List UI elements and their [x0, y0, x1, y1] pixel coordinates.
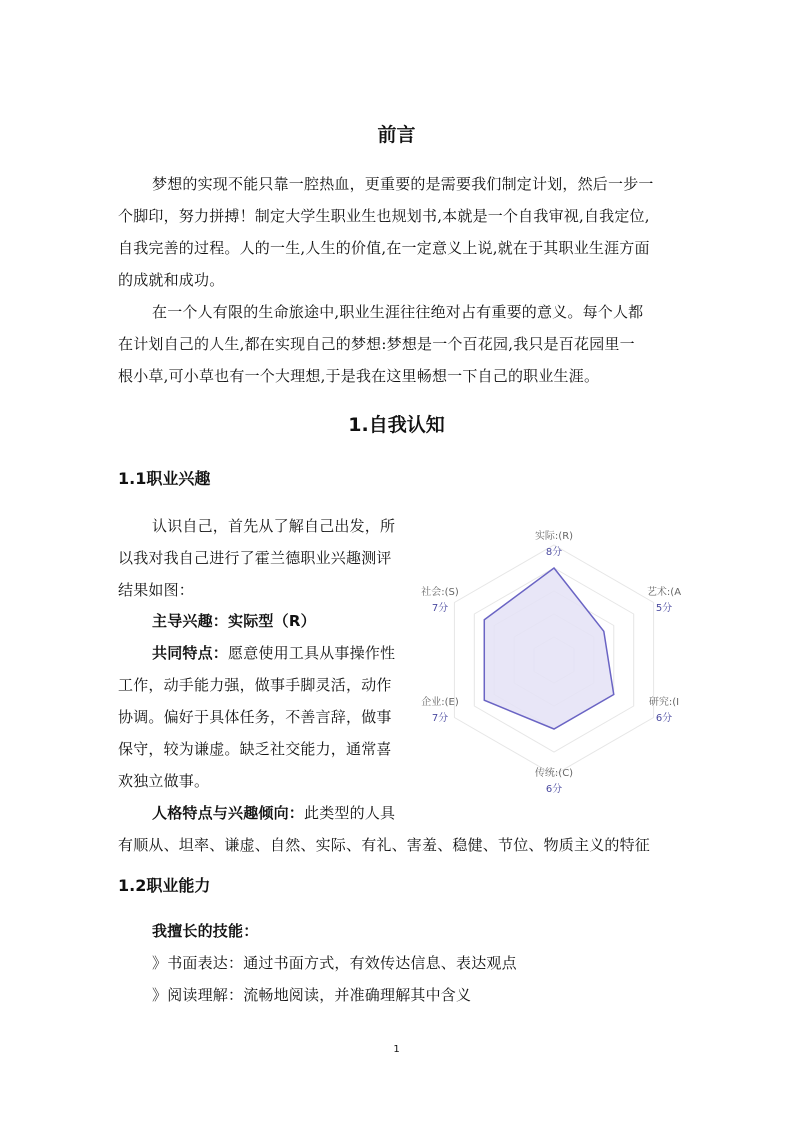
radar-value-label: 6分	[545, 784, 563, 795]
common-traits-line5: 欢独立做事。	[118, 772, 210, 790]
radar-axis-label: 研究:(I	[648, 697, 680, 708]
section1-title: 1.自我认知	[348, 414, 445, 436]
section1-1-title: 1.1职业兴趣	[118, 469, 211, 488]
skill-item: 》书面表达：通过书面方式，有效传达信息、表达观点	[152, 954, 517, 972]
preface-p1-line4: 的成就和成功。	[118, 271, 225, 289]
preface-p2-line3: 根小草,可小草也有一个大理想,于是我在这里畅想一下自己的职业生涯。	[118, 367, 600, 385]
radar-axis-label: 企业:(E)	[421, 697, 459, 708]
radar-value-label: 8分	[545, 547, 563, 558]
common-traits-line1	[152, 642, 395, 663]
radar-axis-label: 社会:(S)	[421, 587, 459, 598]
radar-value-label: 5分	[655, 603, 673, 614]
personality-line2: 有顺从、坦率、谦虚、自然、实际、有礼、害羞、稳健、节位、物质主义的特征	[118, 836, 651, 854]
dominant-interest	[152, 610, 316, 631]
radar-series-polygon	[484, 568, 613, 729]
page-number: 1	[393, 1044, 400, 1055]
radar-value-label: 6分	[655, 713, 673, 724]
common-traits-line4: 保守，较为谦虚。缺乏社交能力，通常喜	[118, 740, 392, 758]
dominant-value: 实际型（R）	[228, 612, 316, 630]
common-label: 共同特点：	[152, 644, 229, 662]
personality-label: 人格特点与兴趣倾向：	[152, 804, 305, 822]
radar-value-label: 7分	[431, 713, 449, 724]
common-traits-line2: 工作，动手能力强，做事手脚灵活，动作	[118, 676, 392, 694]
preface-p1-line2: 个脚印，努力拼搏！制定大学生职业生也规划书,本就是一个自我审视,自我定位,	[118, 207, 650, 225]
radar-value-label: 7分	[431, 603, 449, 614]
radar-axis-label: 传统:(C)	[534, 768, 574, 779]
preface-p1-line3: 自我完善的过程。人的一生,人生的价值,在一定意义上说,就在于其职业生涯方面	[118, 239, 650, 257]
preface-title: 前言	[377, 124, 416, 146]
radar-axis-label: 实际:(R)	[534, 531, 574, 542]
personality-text: 此类型的人具	[304, 804, 396, 822]
personality-line1	[152, 802, 395, 823]
holland-radar-chart	[418, 520, 686, 810]
intro-line2: 以我对我自己进行了霍兰德职业兴趣测评	[118, 549, 392, 567]
preface-p2-line1: 在一个人有限的生命旅途中,职业生涯往往绝对占有重要的意义。每个人都	[152, 303, 644, 321]
intro-line3: 结果如图：	[118, 581, 195, 599]
skills-label: 我擅长的技能：	[152, 922, 259, 940]
common-text: 愿意使用工具从事操作性	[228, 644, 396, 662]
skill-item: 》阅读理解：流畅地阅读，并准确理解其中含义	[152, 986, 472, 1004]
radar-axis-label: 艺术:(A	[646, 587, 682, 598]
common-traits-line3: 协调。偏好于具体任务，不善言辞，做事	[118, 708, 392, 726]
section1-2-title: 1.2职业能力	[118, 876, 211, 895]
preface-p1-line1: 梦想的实现不能只靠一腔热血，更重要的是需要我们制定计划，然后一步一	[152, 175, 654, 193]
intro-line1: 认识自己，首先从了解自己出发，所	[152, 517, 396, 535]
preface-p2-line2: 在计划自己的人生,都在实现自己的梦想:梦想是一个百花园,我只是百花园里一	[118, 335, 635, 353]
dominant-label: 主导兴趣：	[152, 612, 229, 630]
